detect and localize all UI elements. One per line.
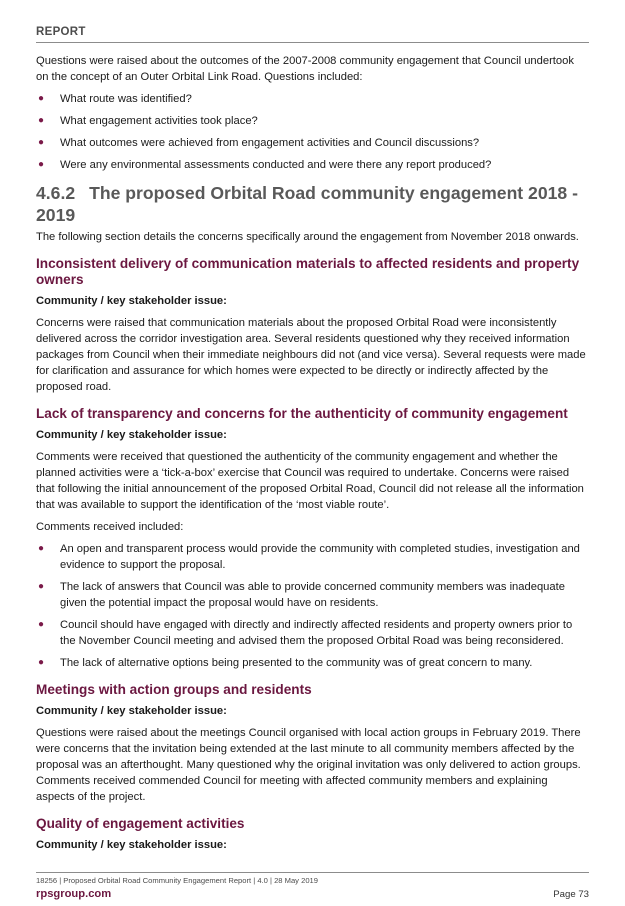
bullet-icon: ● [38,619,45,630]
bullet-icon: ● [38,137,45,148]
subheading-lack-of-transparency: Lack of transparency and concerns for the authenticity of community engagement [36,406,568,421]
footer-document-info: 18256 | Proposed Orbital Road Community Engagement Report | 4.0 | 28 May 2019 [36,876,318,885]
issue-paragraph: Comments were received that questioned the authenticity of the community engagement and whether the planned activities were a ‘tick-a-box’ exercise that Council was required to undertake. Concerns were raised that following the initial announcement of the proposed Orbital Road, Council did not release all the information that was available to support the identification of the ‘most viable route’. [36,451,584,511]
intro-paragraph: Questions were raised about the outcomes of the 2007-2008 community engagement that Council undertook on the concept of an Outer Orbital Link Road. Questions included: [36,55,574,83]
report-header: REPORT [36,26,86,38]
list-item: ● What engagement activities took place? [38,115,258,127]
section-title: The proposed Orbital Road community engagement 2018 - 2019 [36,183,578,225]
list-item: ● An open and transparent process would provide the community with completed studies, investigation and evidence to support the proposal. [38,543,580,571]
issue-label: Community / key stakeholder issue: [36,839,227,851]
section-heading [36,182,589,226]
issue-paragraph: Questions were raised about the meetings Council organised with local action groups in February 2019. There were concerns that the invitation being extended at the last minute to all community members affected by the proposal was an afterthought. Many questioned why the original invitation was only delivered to action groups. Comments received commended Council for meeting with affected community members and explaining aspects of the project. [36,727,581,803]
issue-label: Community / key stakeholder issue: [36,705,227,717]
list-item: ● Council should have engaged with directly and indirectly affected residents and property owners prior to the November Council meeting and advised them the proposed Orbital Road was being reconsidered. [38,619,573,647]
section-paragraph: The following section details the concerns specifically around the engagement from November 2018 onwards. [36,231,579,243]
comments-intro: Comments received included: [36,521,184,533]
header-divider [36,42,589,43]
footer-divider [36,872,589,873]
bullet-icon: ● [38,93,45,104]
comments-bullet-list [36,541,589,671]
list-item: ● What route was identified? [38,93,192,105]
section-number: 4.6.2 [36,183,76,203]
bullet-icon: ● [38,581,45,592]
document-body [36,53,589,859]
list-item: ● What outcomes were achieved from engagement activities and Council discussions? [38,137,480,149]
subheading-meetings: Meetings with action groups and residents [36,682,312,697]
bullet-icon: ● [38,159,45,170]
issue-paragraph: Concerns were raised that communication materials about the proposed Orbital Road were inconsistently delivered across the corridor investigation area. Several residents questioned why they received information packages from Council when their immediate neighbours did not (and vice versa). Several requests were made for clarification and assurance for which homes were expected to be directly or indirectly affected by the proposed road. [36,317,586,393]
subheading-inconsistent-delivery: Inconsistent delivery of communication materials to affected residents and property owners [36,256,580,287]
issue-label: Community / key stakeholder issue: [36,295,227,307]
intro-bullet-list [36,91,589,173]
list-item: ● The lack of answers that Council was able to provide concerned community members was inadequate given the potential impact the proposal would have on residents. [38,581,565,609]
bullet-icon: ● [38,115,45,126]
bullet-icon: ● [38,657,45,668]
list-item: ● Were any environmental assessments conducted and were there any report produced? [38,159,492,171]
page-number: Page 73 [553,889,589,900]
issue-label: Community / key stakeholder issue: [36,429,227,441]
bullet-icon: ● [38,543,45,554]
footer-website: rpsgroup.com [36,888,112,900]
list-item: ● The lack of alternative options being presented to the community was of great concern to many. [38,657,533,669]
subheading-quality: Quality of engagement activities [36,816,245,831]
